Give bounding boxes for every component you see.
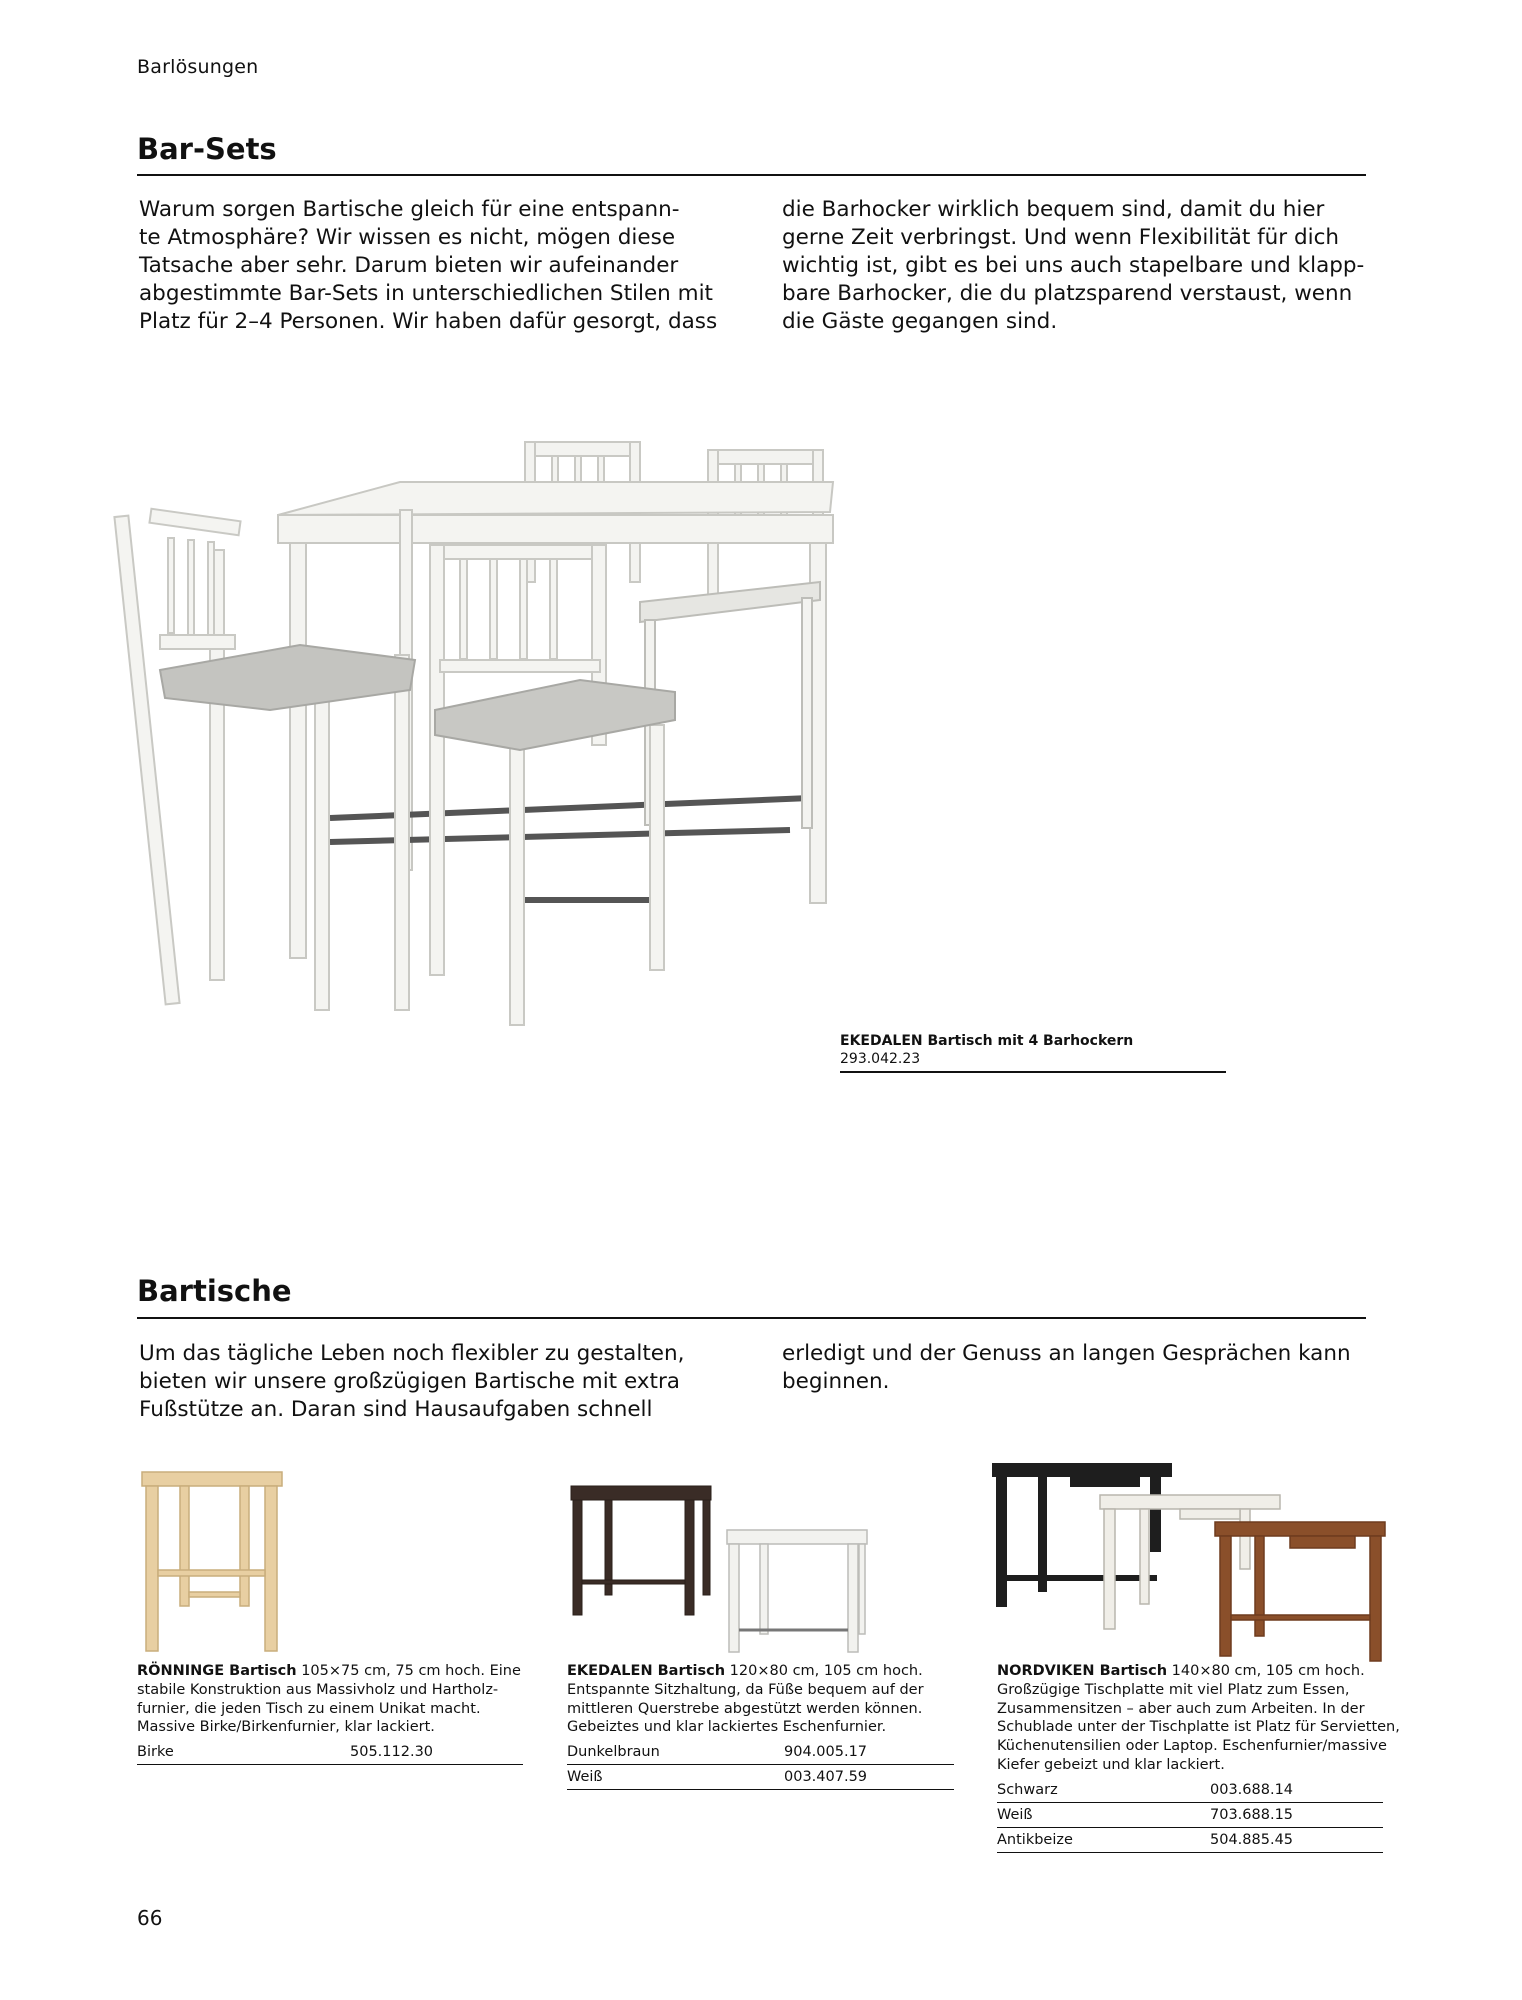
nordviken-description bbox=[997, 1662, 1400, 1775]
page-number: 66 bbox=[137, 1906, 163, 1930]
ekedalen-tables-image bbox=[565, 1480, 875, 1655]
text-line: mittleren Querstrebe abgestützt werden können. bbox=[567, 1700, 923, 1717]
article-number: 504.885.45 bbox=[1210, 1832, 1294, 1848]
text-line: Schublade unter der Tischplatte ist Platz für Servietten, bbox=[997, 1719, 1400, 1736]
text-line: Zusammensitzen – aber auch zum Arbeiten. In der bbox=[997, 1700, 1365, 1717]
product-name: RÖNNINGE Bartisch bbox=[137, 1663, 297, 1679]
article-number: 703.688.15 bbox=[1210, 1807, 1294, 1823]
bar-set-product-image bbox=[130, 430, 850, 1080]
text-line: Tatsache aber sehr. Darum bieten wir aufeinander bbox=[139, 253, 679, 278]
barsets-intro-right bbox=[782, 196, 1364, 336]
article-number: 003.407.59 bbox=[784, 1769, 868, 1785]
text-line: te Atmosphäre? Wir wissen es nicht, mögen diese bbox=[139, 225, 676, 250]
article-number: 505.112.30 bbox=[350, 1744, 434, 1760]
section-divider bbox=[137, 1317, 1366, 1319]
ekedalen-description bbox=[567, 1662, 957, 1737]
variant-label: Antikbeize bbox=[997, 1832, 1073, 1848]
text-line: wichtig ist, gibt es bei uns auch stapelbare und klapp- bbox=[782, 253, 1365, 278]
caption-divider bbox=[840, 1071, 1226, 1073]
product-spec: 140×80 cm, 105 cm hoch. bbox=[1167, 1663, 1365, 1679]
product-title: EKEDALEN Bartisch mit 4 Barhockern bbox=[840, 1033, 1134, 1049]
ronninge-variant-table bbox=[137, 1740, 523, 1765]
text-line: erledigt und der Genuss an langen Gesprächen kann bbox=[782, 1341, 1351, 1366]
nordviken-tables-image bbox=[990, 1455, 1390, 1665]
text-line: Fußstütze an. Daran sind Hausaufgaben schnell bbox=[139, 1397, 653, 1422]
article-number: 293.042.23 bbox=[840, 1051, 921, 1067]
product-name: NORDVIKEN Bartisch bbox=[997, 1663, 1168, 1679]
text-line: bare Barhocker, die du platzsparend verstaust, wenn bbox=[782, 281, 1353, 306]
breadcrumb: Barlösungen bbox=[137, 56, 259, 78]
product-spec: 105×75 cm, 75 cm hoch. Eine bbox=[296, 1663, 521, 1679]
variant-label: Weiß bbox=[567, 1769, 603, 1785]
ronninge-description bbox=[137, 1662, 527, 1737]
section-heading-bar-sets: Bar-Sets bbox=[137, 132, 277, 166]
text-line: Großzügige Tischplatte mit viel Platz zum Essen, bbox=[997, 1681, 1350, 1698]
text-line: abgestimmte Bar-Sets in unterschiedlichen Stilen mit bbox=[139, 281, 713, 306]
ekedalen-variant-table bbox=[567, 1740, 954, 1790]
text-line: die Barhocker wirklich bequem sind, damit du hier bbox=[782, 197, 1325, 222]
text-line: Warum sorgen Bartische gleich für eine entspann- bbox=[139, 197, 680, 222]
section-heading-bartische: Bartische bbox=[137, 1274, 292, 1308]
article-number: 904.005.17 bbox=[784, 1744, 868, 1760]
text-line: Entspannte Sitzhaltung, da Füße bequem auf der bbox=[567, 1681, 924, 1698]
variant-row bbox=[997, 1828, 1383, 1853]
bar-set-caption bbox=[840, 1032, 1133, 1068]
text-line: Kiefer gebeizt und klar lackiert. bbox=[997, 1756, 1225, 1773]
text-line: gerne Zeit verbringst. Und wenn Flexibilität für dich bbox=[782, 225, 1340, 250]
article-number: 003.688.14 bbox=[1210, 1782, 1294, 1798]
text-line: bieten wir unsere großzügigen Bartische mit extra bbox=[139, 1369, 680, 1394]
text-line: Um das tägliche Leben noch flexibler zu gestalten, bbox=[139, 1341, 685, 1366]
variant-label: Schwarz bbox=[997, 1782, 1058, 1798]
variant-label: Dunkelbraun bbox=[567, 1744, 660, 1760]
variant-row bbox=[997, 1778, 1383, 1803]
text-line: Gebeiztes und klar lackiertes Eschenfurnier. bbox=[567, 1719, 887, 1736]
text-line: die Gäste gegangen sind. bbox=[782, 309, 1058, 334]
variant-row bbox=[567, 1740, 954, 1765]
ronninge-table-image bbox=[140, 1470, 290, 1655]
bartische-intro-right bbox=[782, 1340, 1351, 1396]
text-line: stabile Konstruktion aus Massivholz und Hartholz- bbox=[137, 1681, 499, 1698]
barsets-intro-left bbox=[139, 196, 717, 336]
text-line: Küchenutensilien oder Laptop. Eschenfurnier/massive bbox=[997, 1738, 1387, 1755]
product-spec: 120×80 cm, 105 cm hoch. bbox=[725, 1663, 923, 1679]
text-line: Platz für 2–4 Personen. Wir haben dafür gesorgt, dass bbox=[139, 309, 718, 334]
text-line: beginnen. bbox=[782, 1369, 890, 1394]
text-line: furnier, die jeden Tisch zu einem Unikat macht. bbox=[137, 1700, 481, 1717]
nordviken-variant-table bbox=[997, 1778, 1383, 1853]
product-name: EKEDALEN Bartisch bbox=[567, 1663, 726, 1679]
variant-row bbox=[997, 1803, 1383, 1828]
variant-label: Weiß bbox=[997, 1807, 1033, 1823]
variant-row bbox=[137, 1740, 523, 1765]
section-divider bbox=[137, 174, 1366, 176]
bartische-intro-left bbox=[139, 1340, 684, 1424]
variant-label: Birke bbox=[137, 1744, 174, 1760]
text-line: Massive Birke/Birkenfurnier, klar lackiert. bbox=[137, 1719, 435, 1736]
variant-row bbox=[567, 1765, 954, 1790]
